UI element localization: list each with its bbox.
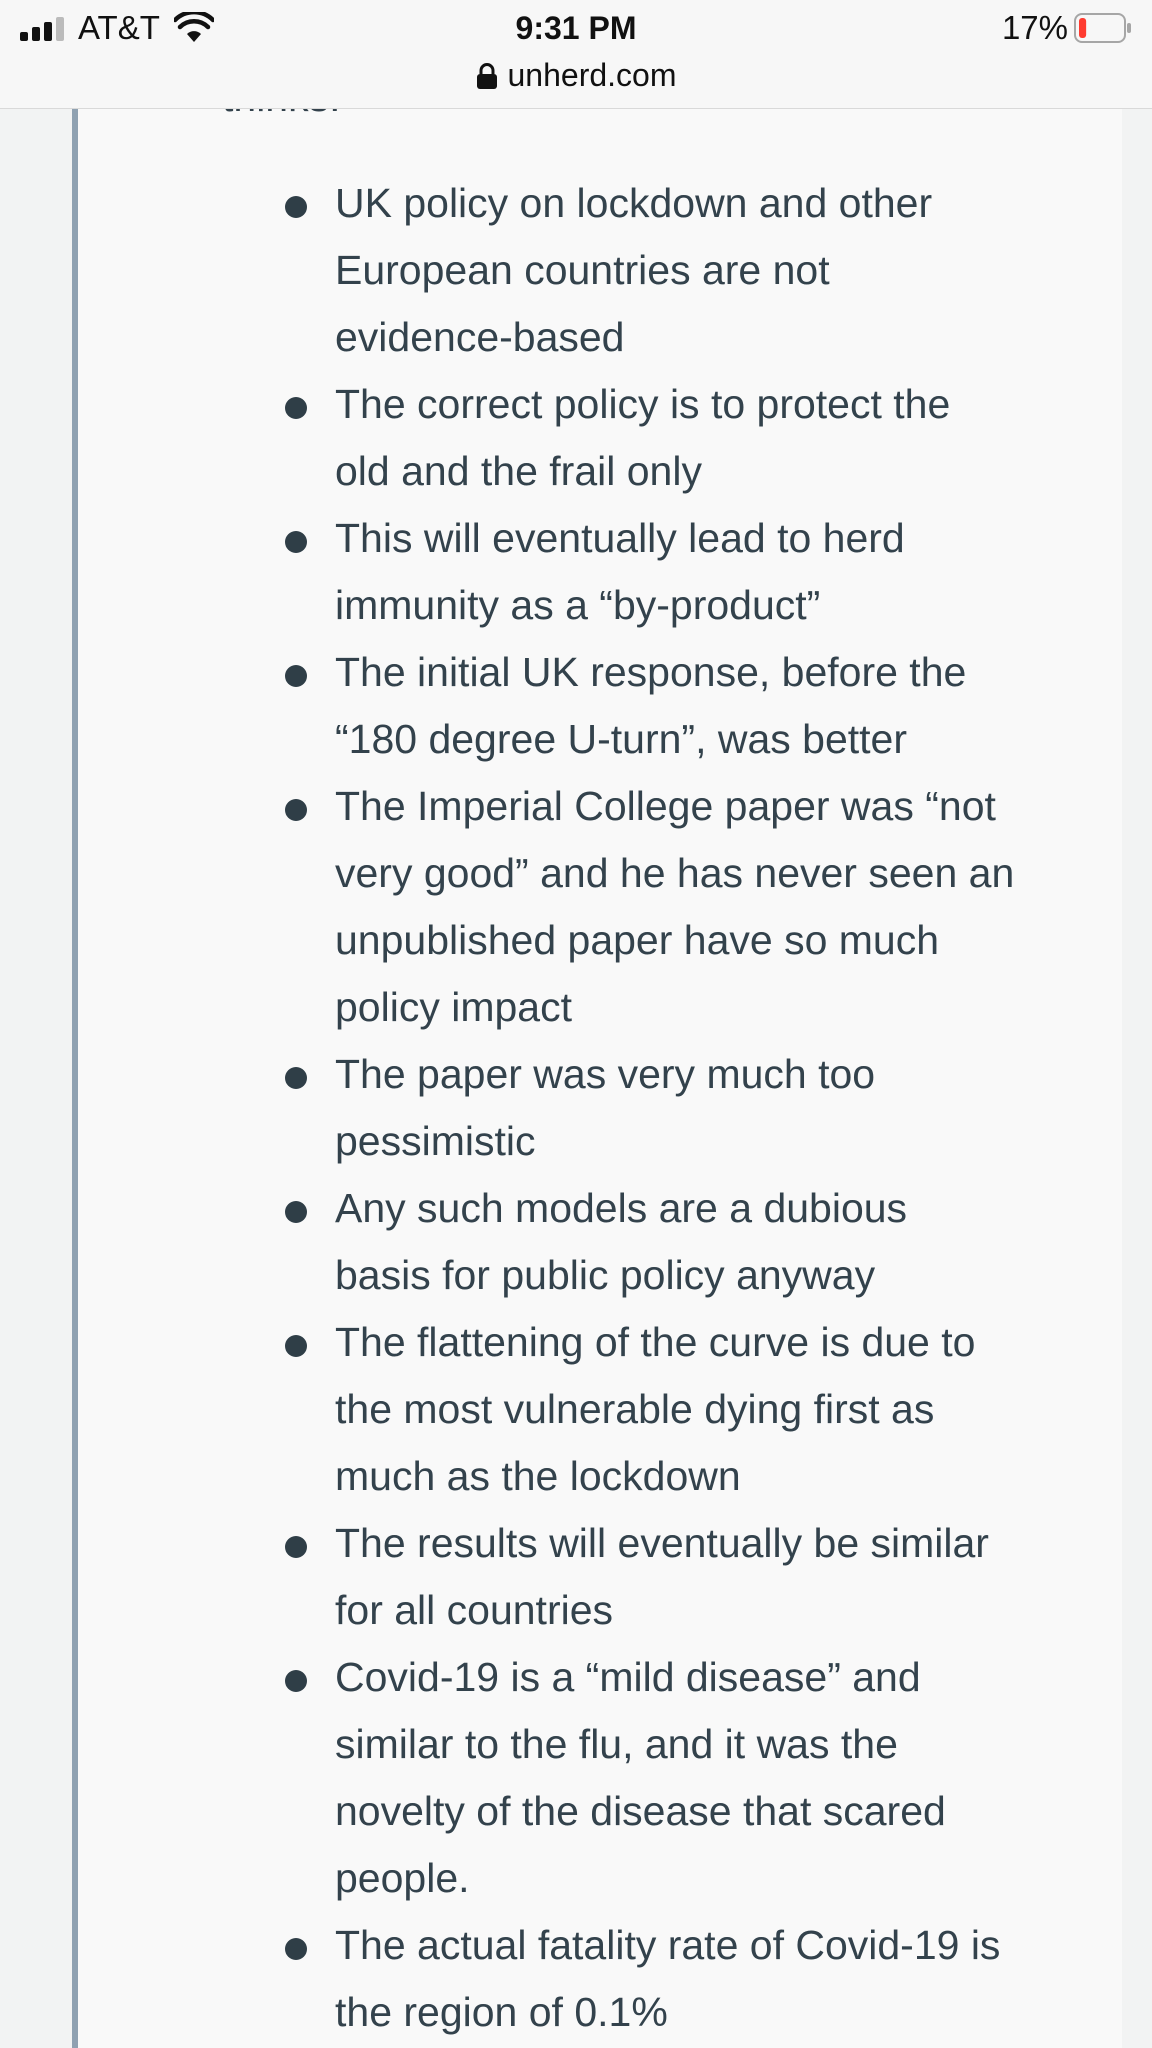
list-item — [335, 1644, 1095, 1912]
lock-icon — [476, 63, 498, 89]
bullet-icon — [285, 196, 307, 218]
status-time: 9:31 PM — [515, 10, 637, 46]
list-item — [335, 170, 1095, 371]
list-item — [335, 1912, 1095, 2046]
list-item — [335, 505, 1095, 639]
bullet-list — [335, 170, 1095, 2046]
list-item — [335, 1175, 1095, 1309]
battery-icon — [1074, 13, 1132, 43]
bullet-icon — [285, 1670, 307, 1692]
list-item — [335, 1309, 1095, 1510]
list-item-text: The paper was very much too pessimistic — [335, 1051, 876, 1164]
list-item-text: The results will eventually be similar for all countries — [335, 1520, 989, 1633]
list-item-text: The actual fatality rate of Covid-19 is the region of 0.1% — [335, 1922, 1001, 2035]
list-item — [335, 639, 1095, 773]
bullet-icon — [285, 531, 307, 553]
list-item-text: UK policy on lockdown and other European countries are not evidence-based — [335, 180, 933, 360]
bullet-icon — [285, 1335, 307, 1357]
list-item-text: The correct policy is to protect the old and the frail only — [335, 381, 951, 494]
list-item-text: Covid-19 is a “mild disease” and similar to the flu, and it was the novelty of the disease that scared people. — [335, 1654, 946, 1901]
bullet-icon — [285, 1067, 307, 1089]
bullet-icon — [285, 799, 307, 821]
list-item — [335, 371, 1095, 505]
address-bar[interactable] — [0, 54, 1152, 96]
bullet-icon — [285, 665, 307, 687]
list-item-text: This will eventually lead to herd immunity as a “by-product” — [335, 515, 905, 628]
carrier-name: AT&T — [78, 9, 160, 46]
bullet-icon — [285, 1201, 307, 1223]
list-item — [335, 773, 1095, 1041]
list-item-text: The flattening of the curve is due to the most vulnerable dying first as much as the lockdown — [335, 1319, 976, 1499]
status-bar — [0, 0, 1152, 109]
url-text: unherd.com — [507, 57, 677, 93]
bullet-icon — [285, 1536, 307, 1558]
list-item — [335, 1510, 1095, 1644]
list-item-text: The initial UK response, before the “180 degree U-turn”, was better — [335, 649, 967, 762]
list-item — [335, 1041, 1095, 1175]
list-item-text: The Imperial College paper was “not very good” and he has never seen an unpublished paper have so much policy impact — [335, 783, 1015, 1030]
list-item-text: Any such models are a dubious basis for public policy anyway — [335, 1185, 908, 1298]
bullet-icon — [285, 1938, 307, 1960]
battery-percent: 17% — [1001, 9, 1068, 46]
bullet-icon — [285, 397, 307, 419]
quote-border — [72, 108, 78, 2048]
